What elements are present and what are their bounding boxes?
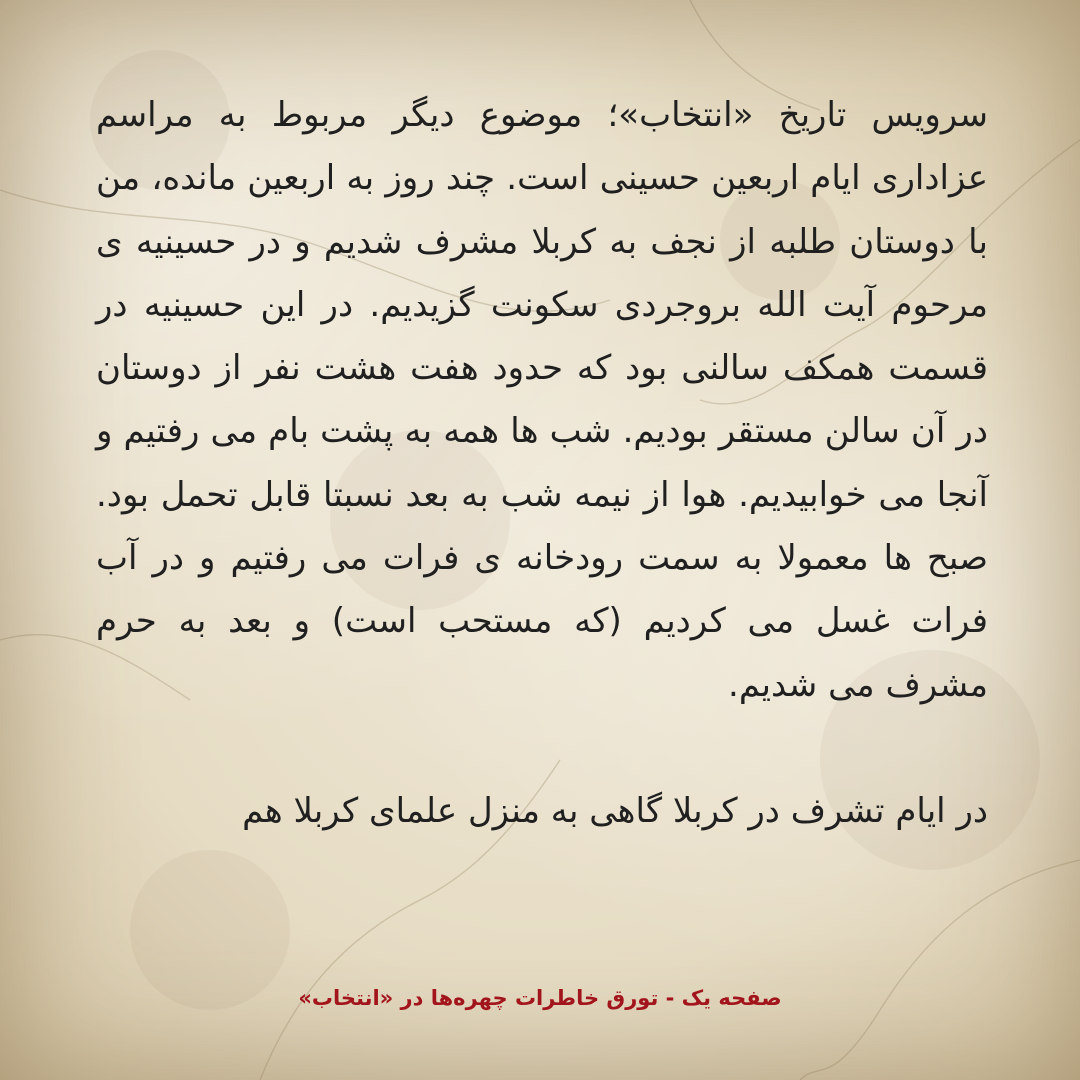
page-caption: صفحه یک - تورق خاطرات چهره‌ها در «انتخاب» bbox=[298, 986, 782, 1010]
article-body bbox=[96, 84, 988, 843]
article-paragraph-continuation: در ایام تشرف در کربلا گاهی به منزل علمای کربلا هم bbox=[242, 790, 988, 831]
article-paragraph: سرویس تاریخ «انتخاب»؛ موضوع دیگر مربوط به مراسم عزاداری ایام اربعین حسینی است. چند روز به اربعین مانده، من با دوستان طلبه از نجف به کربلا مشرف شدیم و در حسینیه ی مرحوم آیت الله بروجردی سکونت گزیدیم. در این حسینیه در قسمت همکف سالنی بود که حدود هفت هشت نفر از دوستان در آن سالن مستقر بودیم. شب ها همه به پشت بام می رفتیم و آنجا می خوابیدیم. هوا از نیمه شب به بعد نسبتا قابل تحمل بود. صبح ها معمولا به سمت رودخانه ی فرات می رفتیم و در آب فرات غسل می کردیم (که مستحب است) و بعد به حرم مشرف می شدیم. bbox=[96, 95, 988, 705]
